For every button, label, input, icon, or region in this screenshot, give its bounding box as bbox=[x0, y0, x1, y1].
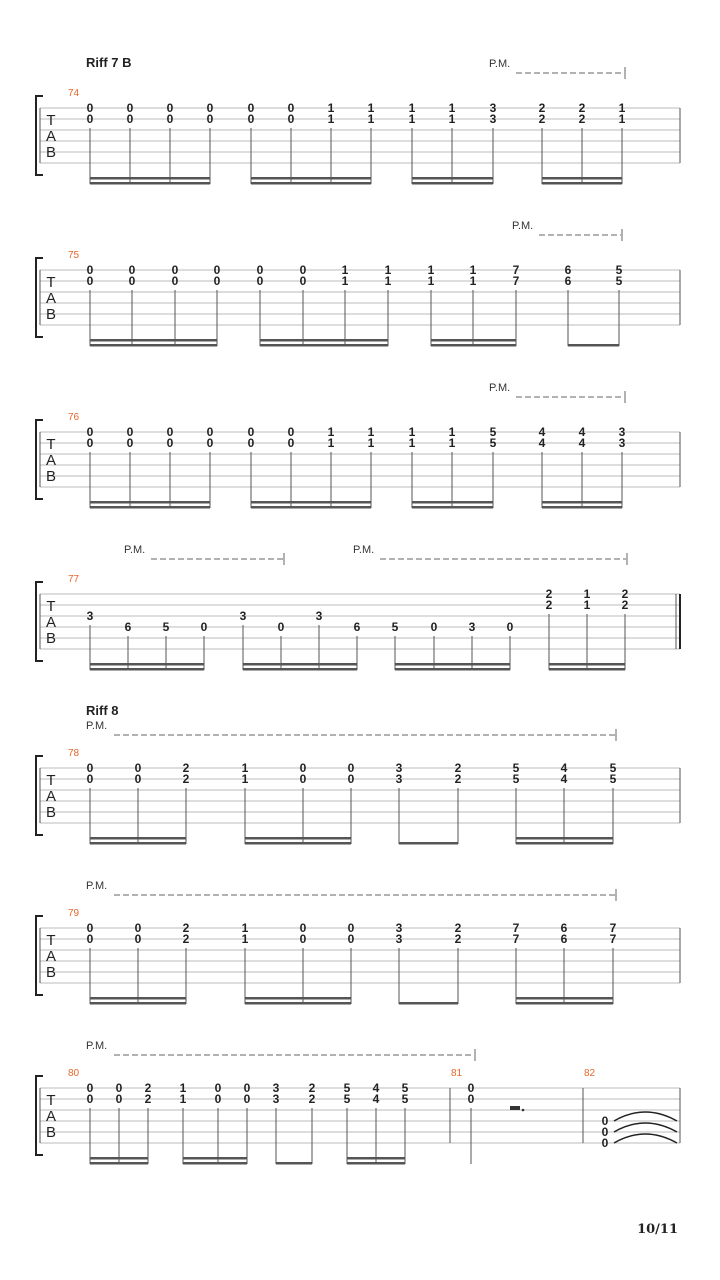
measure-number-78: 78 bbox=[68, 748, 80, 759]
fret-number: 0 bbox=[171, 263, 179, 277]
note-beam bbox=[395, 663, 510, 666]
fret-number: 1 bbox=[583, 598, 591, 612]
fret-number: 5 bbox=[343, 1092, 351, 1106]
fret-number: 5 bbox=[512, 761, 520, 775]
note-beam bbox=[90, 339, 217, 342]
fret-number: 0 bbox=[134, 921, 142, 935]
tab-clef-t: T bbox=[46, 772, 56, 789]
tab-clef-a: A bbox=[45, 128, 57, 145]
system-5 bbox=[36, 720, 680, 845]
fret-number: 0 bbox=[86, 101, 94, 115]
measure-number-79: 79 bbox=[68, 908, 80, 919]
fret-number: 7 bbox=[609, 921, 617, 935]
palm-mute-label: P.M. bbox=[353, 544, 375, 556]
note-beam bbox=[245, 997, 351, 1000]
note-beam bbox=[260, 339, 388, 342]
tab-clef bbox=[46, 436, 56, 485]
note-beam bbox=[568, 344, 619, 347]
fret-number: 0 bbox=[601, 1114, 609, 1128]
fret-number: 0 bbox=[299, 761, 307, 775]
fret-number: 0 bbox=[128, 274, 136, 288]
fret-number: 0 bbox=[299, 921, 307, 935]
note-beam bbox=[399, 842, 458, 845]
fret-number: 5 bbox=[162, 620, 170, 634]
note-beam bbox=[90, 177, 210, 180]
fret-number: 0 bbox=[287, 436, 295, 450]
fret-number: 0 bbox=[256, 274, 264, 288]
fret-number: 2 bbox=[578, 101, 586, 115]
fret-number: 0 bbox=[213, 263, 221, 277]
fret-number: 0 bbox=[206, 436, 214, 450]
fret-number: 1 bbox=[241, 761, 249, 775]
fret-number: 1 bbox=[341, 263, 349, 277]
fret-number: 0 bbox=[214, 1081, 222, 1095]
fret-number: 4 bbox=[538, 436, 546, 450]
fret-number: 5 bbox=[609, 772, 617, 786]
note-beam bbox=[260, 344, 388, 347]
notes-m82 bbox=[602, 1114, 609, 1150]
fret-number: 1 bbox=[427, 263, 435, 277]
fret-number: 1 bbox=[384, 274, 392, 288]
notes-m78 bbox=[87, 761, 617, 845]
fret-number: 0 bbox=[213, 274, 221, 288]
section-label-riff-7b: Riff 7 B bbox=[86, 55, 132, 70]
fret-number: 0 bbox=[347, 772, 355, 786]
tab-clef-a: A bbox=[45, 452, 57, 469]
fret-number: 0 bbox=[299, 932, 307, 946]
note-beam bbox=[245, 837, 351, 840]
note-beam bbox=[412, 182, 493, 185]
fret-number: 0 bbox=[247, 112, 255, 126]
fret-number: 2 bbox=[538, 112, 546, 126]
fret-number: 0 bbox=[86, 772, 94, 786]
tab-clef-a: A bbox=[45, 614, 57, 631]
notes-m79 bbox=[87, 921, 617, 1005]
fret-number: 0 bbox=[601, 1136, 609, 1150]
tab-clef-a: A bbox=[45, 788, 57, 805]
fret-number: 0 bbox=[206, 112, 214, 126]
tab-clef-a: A bbox=[45, 948, 57, 965]
measure-number-81: 81 bbox=[451, 1068, 463, 1079]
fret-number: 0 bbox=[347, 761, 355, 775]
fret-number: 2 bbox=[182, 921, 190, 935]
note-beam bbox=[542, 182, 622, 185]
note-beam bbox=[516, 842, 613, 845]
note-beam bbox=[90, 501, 210, 504]
measure-number-77: 77 bbox=[68, 574, 80, 585]
fret-number: 3 bbox=[618, 425, 626, 439]
fret-number: 1 bbox=[241, 932, 249, 946]
fret-number: 0 bbox=[467, 1092, 475, 1106]
note-beam bbox=[183, 1162, 247, 1165]
tab-clef bbox=[46, 598, 56, 647]
note-beam bbox=[431, 344, 516, 347]
tab-clef-b: B bbox=[45, 1124, 57, 1141]
section-label-riff-8: Riff 8 bbox=[86, 703, 119, 718]
note-beam bbox=[90, 1002, 186, 1005]
tab-clef-b: B bbox=[45, 964, 57, 981]
fret-number: 0 bbox=[467, 1081, 475, 1095]
notes-m75 bbox=[87, 263, 623, 347]
fret-number: 3 bbox=[395, 772, 403, 786]
fret-number: 1 bbox=[341, 274, 349, 288]
fret-number: 1 bbox=[583, 587, 591, 601]
tab-clef bbox=[46, 1092, 56, 1141]
fret-number: 6 bbox=[353, 620, 361, 634]
system-6 bbox=[36, 880, 680, 1005]
fret-number: 7 bbox=[609, 932, 617, 946]
fret-number: 0 bbox=[247, 436, 255, 450]
measure-number-74: 74 bbox=[68, 88, 80, 99]
fret-number: 1 bbox=[448, 101, 456, 115]
tab-clef-t: T bbox=[46, 274, 56, 291]
fret-number: 0 bbox=[171, 274, 179, 288]
fret-number: 0 bbox=[86, 274, 94, 288]
fret-number: 1 bbox=[367, 436, 375, 450]
notes-m81 bbox=[468, 1081, 475, 1164]
fret-number: 1 bbox=[179, 1081, 187, 1095]
fret-number: 0 bbox=[506, 620, 514, 634]
fret-number: 1 bbox=[448, 112, 456, 126]
fret-number: 0 bbox=[86, 921, 94, 935]
fret-number: 4 bbox=[578, 425, 586, 439]
note-beam bbox=[251, 177, 371, 180]
note-beam bbox=[90, 1157, 148, 1160]
fret-number: 1 bbox=[327, 425, 335, 439]
tab-clef bbox=[46, 932, 56, 981]
note-beam bbox=[251, 182, 371, 185]
fret-number: 1 bbox=[327, 436, 335, 450]
tab-clef-a: A bbox=[45, 290, 57, 307]
fret-number: 0 bbox=[200, 620, 208, 634]
fret-number: 1 bbox=[408, 112, 416, 126]
fret-number: 5 bbox=[401, 1081, 409, 1095]
fret-number: 0 bbox=[299, 274, 307, 288]
fret-number: 3 bbox=[395, 932, 403, 946]
fret-number: 0 bbox=[166, 101, 174, 115]
tab-clef bbox=[46, 112, 56, 161]
fret-number: 0 bbox=[430, 620, 438, 634]
fret-number: 6 bbox=[124, 620, 132, 634]
fret-number: 6 bbox=[564, 263, 572, 277]
system-1 bbox=[36, 58, 680, 185]
fret-number: 0 bbox=[243, 1081, 251, 1095]
tab-clef-t: T bbox=[46, 932, 56, 949]
palm-mute-label: P.M. bbox=[512, 220, 534, 232]
fret-number: 0 bbox=[347, 932, 355, 946]
fret-number: 1 bbox=[367, 425, 375, 439]
tab-clef-t: T bbox=[46, 1092, 56, 1109]
note-beam bbox=[549, 663, 625, 666]
note-beam bbox=[431, 339, 516, 342]
fret-number: 2 bbox=[182, 772, 190, 786]
note-beam bbox=[542, 501, 622, 504]
note-beam bbox=[90, 1162, 148, 1165]
fret-number: 2 bbox=[578, 112, 586, 126]
note-beam bbox=[90, 842, 186, 845]
palm-mute-label: P.M. bbox=[86, 720, 108, 732]
palm-mute-label: P.M. bbox=[489, 382, 511, 394]
tab-clef-t: T bbox=[46, 112, 56, 129]
fret-number: 1 bbox=[367, 101, 375, 115]
fret-number: 5 bbox=[615, 274, 623, 288]
fret-number: 2 bbox=[454, 772, 462, 786]
notes-m76 bbox=[87, 425, 626, 509]
fret-number: 7 bbox=[512, 263, 520, 277]
measure-number-75: 75 bbox=[68, 250, 80, 261]
fret-number: 0 bbox=[601, 1125, 609, 1139]
fret-number: 0 bbox=[256, 263, 264, 277]
fret-number: 0 bbox=[126, 112, 134, 126]
fret-number: 0 bbox=[86, 263, 94, 277]
fret-number: 1 bbox=[384, 263, 392, 277]
note-beam bbox=[90, 997, 186, 1000]
note-beam bbox=[542, 506, 622, 509]
fret-number: 0 bbox=[86, 425, 94, 439]
fret-number: 1 bbox=[618, 101, 626, 115]
system-4 bbox=[36, 544, 680, 671]
tab-clef-b: B bbox=[45, 306, 57, 323]
notes-m77 bbox=[87, 587, 629, 671]
fret-number: 4 bbox=[578, 436, 586, 450]
note-beam bbox=[516, 997, 613, 1000]
fret-number: 4 bbox=[560, 761, 568, 775]
fret-number: 3 bbox=[272, 1092, 280, 1106]
fret-number: 2 bbox=[621, 598, 629, 612]
system-2 bbox=[36, 220, 680, 347]
note-beam bbox=[347, 1162, 405, 1165]
tab-clef-t: T bbox=[46, 598, 56, 615]
fret-number: 2 bbox=[454, 932, 462, 946]
tab-staff bbox=[40, 1088, 680, 1143]
system-7 bbox=[36, 1040, 680, 1165]
tab-clef bbox=[46, 772, 56, 821]
notes-m74 bbox=[87, 101, 626, 185]
fret-number: 2 bbox=[144, 1092, 152, 1106]
fret-number: 2 bbox=[308, 1092, 316, 1106]
fret-number: 0 bbox=[86, 932, 94, 946]
note-beam bbox=[412, 506, 493, 509]
note-beam bbox=[276, 1162, 312, 1165]
fret-number: 0 bbox=[347, 921, 355, 935]
fret-number: 2 bbox=[144, 1081, 152, 1095]
fret-number: 0 bbox=[247, 425, 255, 439]
fret-number: 3 bbox=[395, 921, 403, 935]
fret-number: 0 bbox=[128, 263, 136, 277]
fret-number: 5 bbox=[512, 772, 520, 786]
fret-number: 7 bbox=[512, 274, 520, 288]
fret-number: 0 bbox=[299, 263, 307, 277]
fret-number: 0 bbox=[243, 1092, 251, 1106]
palm-mute-label: P.M. bbox=[489, 58, 511, 70]
fret-number: 4 bbox=[372, 1081, 380, 1095]
fret-number: 0 bbox=[277, 620, 285, 634]
measure-number-80: 80 bbox=[68, 1068, 80, 1079]
fret-number: 6 bbox=[560, 932, 568, 946]
fret-number: 1 bbox=[448, 436, 456, 450]
fret-number: 0 bbox=[206, 425, 214, 439]
note-beam bbox=[245, 1002, 351, 1005]
fret-number: 2 bbox=[182, 932, 190, 946]
fret-number: 4 bbox=[560, 772, 568, 786]
tab-clef-a: A bbox=[45, 1108, 57, 1125]
system-3 bbox=[36, 382, 680, 509]
note-beam bbox=[90, 837, 186, 840]
fret-number: 1 bbox=[327, 101, 335, 115]
fret-number: 3 bbox=[86, 609, 94, 623]
fret-number: 0 bbox=[214, 1092, 222, 1106]
fret-number: 0 bbox=[134, 761, 142, 775]
tab-clef-b: B bbox=[45, 804, 57, 821]
note-beam bbox=[90, 668, 204, 671]
fret-number: 0 bbox=[166, 425, 174, 439]
fret-number: 0 bbox=[247, 101, 255, 115]
fret-number: 5 bbox=[391, 620, 399, 634]
fret-number: 4 bbox=[372, 1092, 380, 1106]
fret-number: 1 bbox=[469, 274, 477, 288]
fret-number: 5 bbox=[343, 1081, 351, 1095]
fret-number: 2 bbox=[621, 587, 629, 601]
note-beam bbox=[516, 1002, 613, 1005]
measure-number-82: 82 bbox=[584, 1068, 596, 1079]
fret-number: 1 bbox=[427, 274, 435, 288]
fret-number: 1 bbox=[408, 425, 416, 439]
fret-number: 0 bbox=[126, 425, 134, 439]
fret-number: 0 bbox=[166, 436, 174, 450]
fret-number: 3 bbox=[468, 620, 476, 634]
tab-clef-t: T bbox=[46, 436, 56, 453]
fret-number: 0 bbox=[206, 101, 214, 115]
palm-mute-label: P.M. bbox=[86, 880, 108, 892]
tab-clef bbox=[46, 274, 56, 323]
fret-number: 2 bbox=[538, 101, 546, 115]
fret-number: 1 bbox=[469, 263, 477, 277]
fret-number: 5 bbox=[615, 263, 623, 277]
fret-number: 6 bbox=[564, 274, 572, 288]
fret-number: 7 bbox=[512, 932, 520, 946]
fret-number: 3 bbox=[395, 761, 403, 775]
fret-number: 2 bbox=[545, 598, 553, 612]
note-beam bbox=[90, 663, 204, 666]
fret-number: 0 bbox=[166, 112, 174, 126]
tab-clef-b: B bbox=[45, 144, 57, 161]
fret-number: 6 bbox=[560, 921, 568, 935]
fret-number: 0 bbox=[134, 772, 142, 786]
fret-number: 0 bbox=[86, 761, 94, 775]
tab-clef-b: B bbox=[45, 630, 57, 647]
note-beam bbox=[542, 177, 622, 180]
note-beam bbox=[243, 668, 357, 671]
palm-mute-label: P.M. bbox=[124, 544, 146, 556]
fret-number: 0 bbox=[86, 436, 94, 450]
note-beam bbox=[251, 506, 371, 509]
fret-number: 0 bbox=[115, 1092, 123, 1106]
note-beam bbox=[347, 1157, 405, 1160]
fret-number: 5 bbox=[609, 761, 617, 775]
note-beam bbox=[549, 668, 625, 671]
note-beam bbox=[90, 182, 210, 185]
note-beam bbox=[245, 842, 351, 845]
fret-number: 1 bbox=[241, 772, 249, 786]
fret-number: 0 bbox=[299, 772, 307, 786]
tab-staff bbox=[40, 270, 680, 325]
fret-number: 1 bbox=[618, 112, 626, 126]
note-beam bbox=[90, 506, 210, 509]
fret-number: 0 bbox=[134, 932, 142, 946]
fret-number: 1 bbox=[448, 425, 456, 439]
note-beam bbox=[516, 837, 613, 840]
fret-number: 0 bbox=[86, 1081, 94, 1095]
note-beam bbox=[412, 177, 493, 180]
fret-number: 2 bbox=[545, 587, 553, 601]
fret-number: 2 bbox=[454, 761, 462, 775]
fret-number: 5 bbox=[489, 425, 497, 439]
tab-clef-b: B bbox=[45, 468, 57, 485]
fret-number: 0 bbox=[287, 425, 295, 439]
fret-number: 1 bbox=[408, 101, 416, 115]
fret-number: 1 bbox=[179, 1092, 187, 1106]
fret-number: 2 bbox=[182, 761, 190, 775]
fret-number: 5 bbox=[401, 1092, 409, 1106]
note-beam bbox=[183, 1157, 247, 1160]
note-beam bbox=[90, 344, 217, 347]
note-beam bbox=[412, 501, 493, 504]
notes-m80 bbox=[87, 1081, 409, 1165]
fret-number: 1 bbox=[408, 436, 416, 450]
fret-number: 0 bbox=[126, 436, 134, 450]
fret-number: 1 bbox=[367, 112, 375, 126]
fret-number: 3 bbox=[315, 609, 323, 623]
fret-number: 0 bbox=[287, 101, 295, 115]
fret-number: 1 bbox=[327, 112, 335, 126]
note-beam bbox=[251, 501, 371, 504]
note-beam bbox=[395, 668, 510, 671]
let-ring-ties bbox=[614, 1112, 677, 1143]
fret-number: 0 bbox=[287, 112, 295, 126]
fret-number: 3 bbox=[239, 609, 247, 623]
fret-number: 2 bbox=[454, 921, 462, 935]
note-beam bbox=[243, 663, 357, 666]
fret-number: 2 bbox=[308, 1081, 316, 1095]
fret-number: 4 bbox=[538, 425, 546, 439]
fret-number: 1 bbox=[241, 921, 249, 935]
fret-number: 0 bbox=[86, 112, 94, 126]
fret-number: 3 bbox=[272, 1081, 280, 1095]
fret-number: 3 bbox=[489, 112, 497, 126]
page-number: 10/11 bbox=[637, 1222, 678, 1237]
palm-mute-label: P.M. bbox=[86, 1040, 108, 1052]
dotted-half-rest bbox=[510, 1106, 524, 1111]
fret-number: 0 bbox=[126, 101, 134, 115]
fret-number: 5 bbox=[489, 436, 497, 450]
measure-number-76: 76 bbox=[68, 412, 80, 423]
fret-number: 3 bbox=[618, 436, 626, 450]
note-beam bbox=[399, 1002, 458, 1005]
fret-number: 0 bbox=[86, 1092, 94, 1106]
fret-number: 7 bbox=[512, 921, 520, 935]
fret-number: 3 bbox=[489, 101, 497, 115]
fret-number: 0 bbox=[115, 1081, 123, 1095]
